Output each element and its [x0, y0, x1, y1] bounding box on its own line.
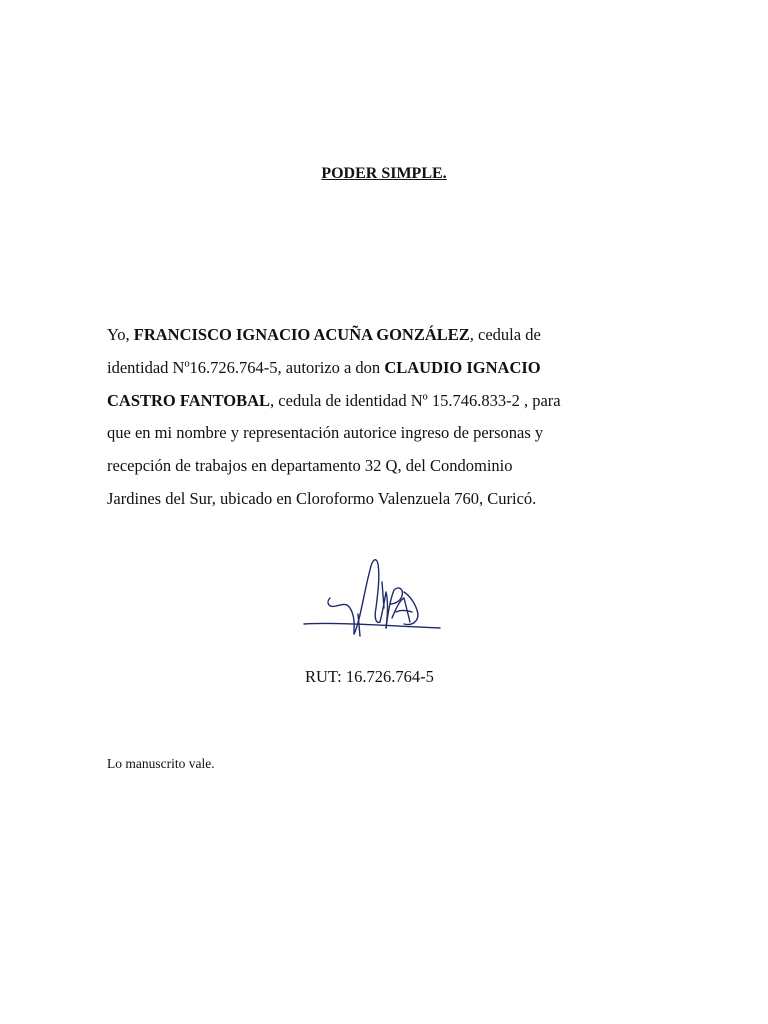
paragraph-line-5 [107, 450, 647, 483]
paragraph-line-4 [107, 417, 647, 450]
line-text: que en mi nombre y representación autorice ingreso de personas y [107, 423, 544, 443]
rut-label: RUT: [305, 667, 346, 686]
handwritten-signature [300, 552, 445, 647]
handwritten-note: Lo manuscrito vale. [107, 756, 215, 771]
paragraph-line-6 [107, 483, 647, 516]
title-suffix: . [442, 165, 447, 182]
line-text: , cedula de identidad Nº 15.746.833-2 , para [270, 390, 561, 410]
grantee-name-part2: CASTRO FANTOBAL [107, 390, 271, 410]
grantor-name: FRANCISCO IGNACIO ACUÑA GONZÁLEZ [133, 325, 470, 344]
paragraph-line-1 [107, 319, 647, 352]
document-title [0, 165, 768, 183]
rut-line [305, 667, 434, 687]
line-text: identidad Nº16.726.764-5, autorizo a don [107, 357, 385, 377]
paragraph-line-2 [107, 352, 647, 385]
line-text: Yo, [107, 325, 134, 344]
paragraph-line-3 [107, 385, 647, 418]
line-text: , cedula de [469, 325, 541, 344]
authorization-paragraph [107, 319, 647, 516]
rut-value: 16.726.764-5 [345, 667, 434, 686]
line-text: recepción de trabajos en departamento 32 Q, del Condominio [107, 456, 513, 476]
grantee-name-part1: CLAUDIO IGNACIO [384, 357, 541, 377]
title-text: PODER SIMPLE [321, 165, 443, 182]
line-text: Jardines del Sur, ubicado en Cloroformo Valenzuela 760, Curicó. [107, 488, 537, 508]
